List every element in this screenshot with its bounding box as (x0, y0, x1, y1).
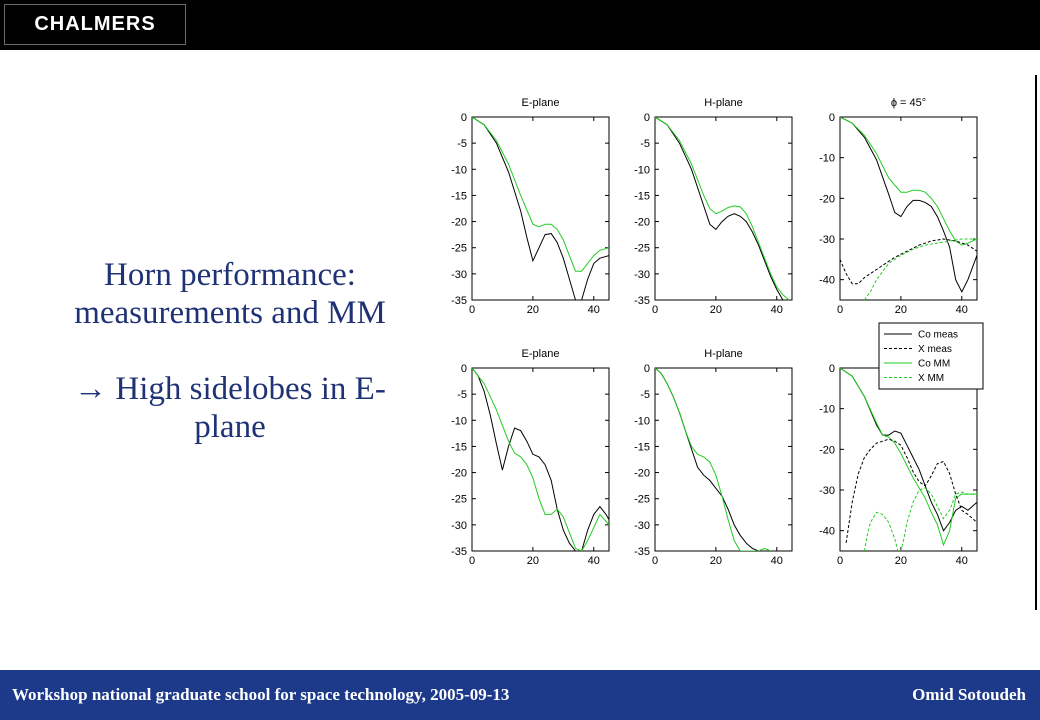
y-tick-label: 0 (460, 112, 467, 124)
y-tick-label: -35 (634, 295, 650, 307)
x-tick-label: 0 (836, 555, 844, 567)
y-tick-label: -25 (451, 242, 467, 255)
y-tick-label: -35 (634, 546, 650, 558)
legend-entry: Co meas (918, 329, 959, 341)
x-tick-label: 20 (709, 555, 723, 567)
y-tick-label: 0 (828, 363, 835, 375)
chart-panel-3 (819, 97, 977, 316)
x-tick-label: 0 (651, 304, 659, 316)
y-tick-label: 0 (643, 112, 650, 124)
y-tick-label: -25 (451, 493, 467, 506)
x-tick-label: 40 (955, 304, 968, 316)
y-tick-label: -10 (451, 415, 467, 428)
plot-frame (840, 117, 977, 300)
x-tick-label: 0 (836, 304, 844, 316)
y-tick-label: -40 (819, 274, 835, 287)
x-tick-label: 40 (770, 555, 783, 567)
y-tick-label: -15 (634, 190, 650, 203)
chart-panel-1 (451, 97, 609, 316)
x-tick-label: 20 (894, 555, 908, 567)
chart-panel-4 (451, 348, 609, 567)
x-tick-label: 40 (587, 304, 600, 316)
x-tick-label: 40 (770, 304, 783, 316)
y-tick-label: -20 (451, 467, 467, 480)
chart-legend (879, 323, 983, 389)
footer-bar (0, 670, 1040, 720)
chart-panel-2 (634, 97, 792, 316)
y-tick-label: -40 (819, 525, 835, 538)
plot-frame (655, 117, 792, 300)
y-tick-label: -10 (819, 152, 835, 165)
chart-panel-6 (819, 363, 977, 567)
plot-frame (472, 117, 609, 300)
y-tick-label: -20 (634, 216, 650, 229)
y-tick-label: -15 (634, 441, 650, 454)
chart-title: H-plane (704, 97, 743, 109)
chart-title: E-plane (521, 348, 560, 360)
y-tick-label: -5 (457, 138, 467, 151)
slide-title-line-2: measurements and MM (74, 295, 386, 331)
y-tick-label: -35 (451, 546, 467, 558)
y-tick-label: -10 (634, 164, 650, 177)
y-tick-label: -30 (451, 268, 467, 281)
x-tick-label: 0 (651, 555, 659, 567)
y-tick-label: -30 (819, 485, 835, 497)
y-tick-label: 0 (643, 363, 650, 375)
y-tick-label: -5 (640, 389, 650, 402)
slide-note-line-1: → High sidelobes in E- (74, 371, 386, 407)
y-tick-label: -20 (451, 216, 467, 229)
slide-title-line-1: Horn performance: (104, 257, 356, 293)
y-tick-label: -35 (451, 295, 467, 307)
x-tick-label: 20 (709, 304, 723, 316)
y-tick-label: -15 (451, 190, 467, 203)
x-tick-label: 40 (955, 555, 968, 567)
chart-title: H-plane (704, 348, 743, 360)
y-tick-label: -15 (451, 441, 467, 454)
y-tick-label: -30 (634, 268, 650, 281)
x-tick-label: 40 (587, 555, 600, 567)
x-tick-label: 20 (526, 555, 540, 567)
logo-text: CHALMERS (34, 13, 156, 35)
legend-entry: X MM (918, 373, 945, 384)
y-tick-label: -20 (634, 467, 650, 480)
x-tick-label: 20 (894, 304, 908, 316)
plot-frame (840, 368, 977, 551)
x-tick-label: 20 (526, 304, 540, 316)
x-tick-label: 0 (468, 555, 476, 567)
y-tick-label: -30 (634, 519, 650, 532)
footer-workshop-text: Workshop national graduate school for space technology, 2005-09-13 (12, 685, 510, 704)
y-tick-label: -10 (634, 415, 650, 428)
y-tick-label: -25 (634, 493, 650, 506)
footer-author: Omid Sotoudeh (912, 685, 1026, 704)
y-tick-label: -25 (634, 242, 650, 255)
chart-panel-5 (634, 348, 792, 567)
y-tick-label: -30 (819, 234, 835, 246)
slide-note-line-2: plane (194, 409, 266, 445)
y-tick-label: -5 (640, 138, 650, 151)
legend-entry: Co MM (918, 358, 951, 370)
legend-entry: X meas (918, 344, 952, 355)
y-tick-label: -5 (457, 389, 467, 402)
y-tick-label: -10 (451, 164, 467, 177)
y-tick-label: -10 (819, 403, 835, 416)
y-tick-label: 0 (828, 112, 835, 124)
y-tick-label: 0 (460, 363, 467, 375)
y-tick-label: -20 (819, 444, 835, 457)
plot-frame (655, 368, 792, 551)
x-tick-label: 0 (468, 304, 476, 316)
chart-title: E-plane (521, 97, 560, 109)
y-tick-label: -30 (451, 519, 467, 532)
y-tick-label: -20 (819, 193, 835, 206)
chart-title: ϕ = 45° (890, 97, 927, 109)
